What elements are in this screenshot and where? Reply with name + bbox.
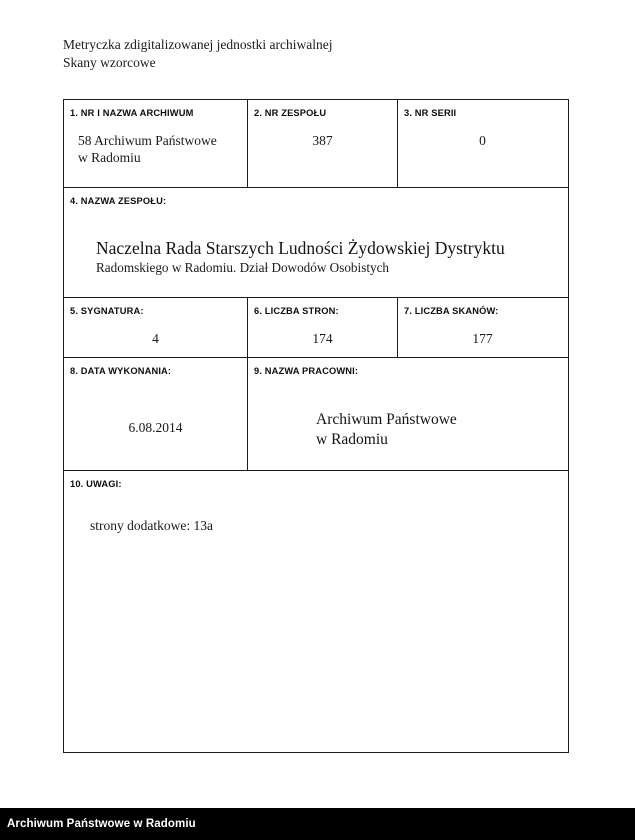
cell-series-number <box>398 100 567 187</box>
field-label-remarks: 10. UWAGI: <box>70 479 122 489</box>
field-value-fonds-name-line-1: Naczelna Rada Starszych Ludności Żydowskiej Dystryktu <box>96 238 505 258</box>
field-label-workshop: 9. NAZWA PRACOWNI: <box>254 366 359 376</box>
field-label-signature: 5. SYGNATURA: <box>70 306 144 316</box>
field-value-workshop <box>248 377 567 450</box>
field-value-scan-count: 177 <box>472 331 493 346</box>
cell-remarks <box>64 471 567 752</box>
field-label-scan-count: 7. LICZBA SKANÓW: <box>404 306 499 316</box>
field-value-archive-line-2: w Radomiu <box>78 150 141 165</box>
field-label-fonds-number: 2. NR ZESPOŁU <box>254 108 327 118</box>
field-label-execution-date: 8. DATA WYKONANIA: <box>70 366 172 376</box>
cell-execution-date <box>64 358 248 470</box>
table-row-archive-identification <box>64 100 568 188</box>
field-value-fonds-name <box>64 207 567 276</box>
field-value-archive-line-1: 58 Archiwum Państwowe <box>78 133 217 148</box>
document-header-line-2: Skany wzorcowe <box>63 54 156 70</box>
field-label-fonds-name: 4. NAZWA ZESPOŁU: <box>70 196 167 206</box>
cell-fonds-number <box>248 100 398 187</box>
field-value-fonds-name-line-2: Radomskiego w Radomiu. Dział Dowodów Osobistych <box>96 260 390 275</box>
field-label-archive: 1. NR I NAZWA ARCHIWUM <box>70 108 194 118</box>
field-value-remarks: strony dodatkowe: 13a <box>90 518 213 533</box>
field-value-workshop-line-2: w Radomiu <box>316 431 388 448</box>
field-value-archive <box>64 119 247 166</box>
metadata-form-table <box>63 99 569 753</box>
field-label-page-count: 6. LICZBA STRON: <box>254 306 339 316</box>
field-label-series-number: 3. NR SERII <box>404 108 457 118</box>
table-row-counts <box>64 298 568 358</box>
document-header <box>63 36 543 71</box>
field-value-page-count: 174 <box>312 331 333 346</box>
cell-fonds-name <box>64 188 567 297</box>
footer-institution-label: Archiwum Państwowe w Radomiu <box>7 818 196 830</box>
field-value-fonds-number: 387 <box>312 133 333 148</box>
field-value-series-number: 0 <box>479 133 486 148</box>
table-row-remarks <box>64 471 568 752</box>
cell-scan-count <box>398 298 567 357</box>
document-header-line-1: Metryczka zdigitalizowanej jednostki archiwalnej <box>63 37 333 52</box>
cell-archive <box>64 100 248 187</box>
cell-page-count <box>248 298 398 357</box>
table-row-fonds-name <box>64 188 568 298</box>
field-value-workshop-line-1: Archiwum Państwowe <box>316 411 457 428</box>
field-value-execution-date: 6.08.2014 <box>128 420 183 435</box>
field-value-signature: 4 <box>152 331 159 346</box>
table-row-execution <box>64 358 568 471</box>
cell-workshop <box>248 358 567 470</box>
footer-bar <box>0 808 635 840</box>
cell-signature <box>64 298 248 357</box>
